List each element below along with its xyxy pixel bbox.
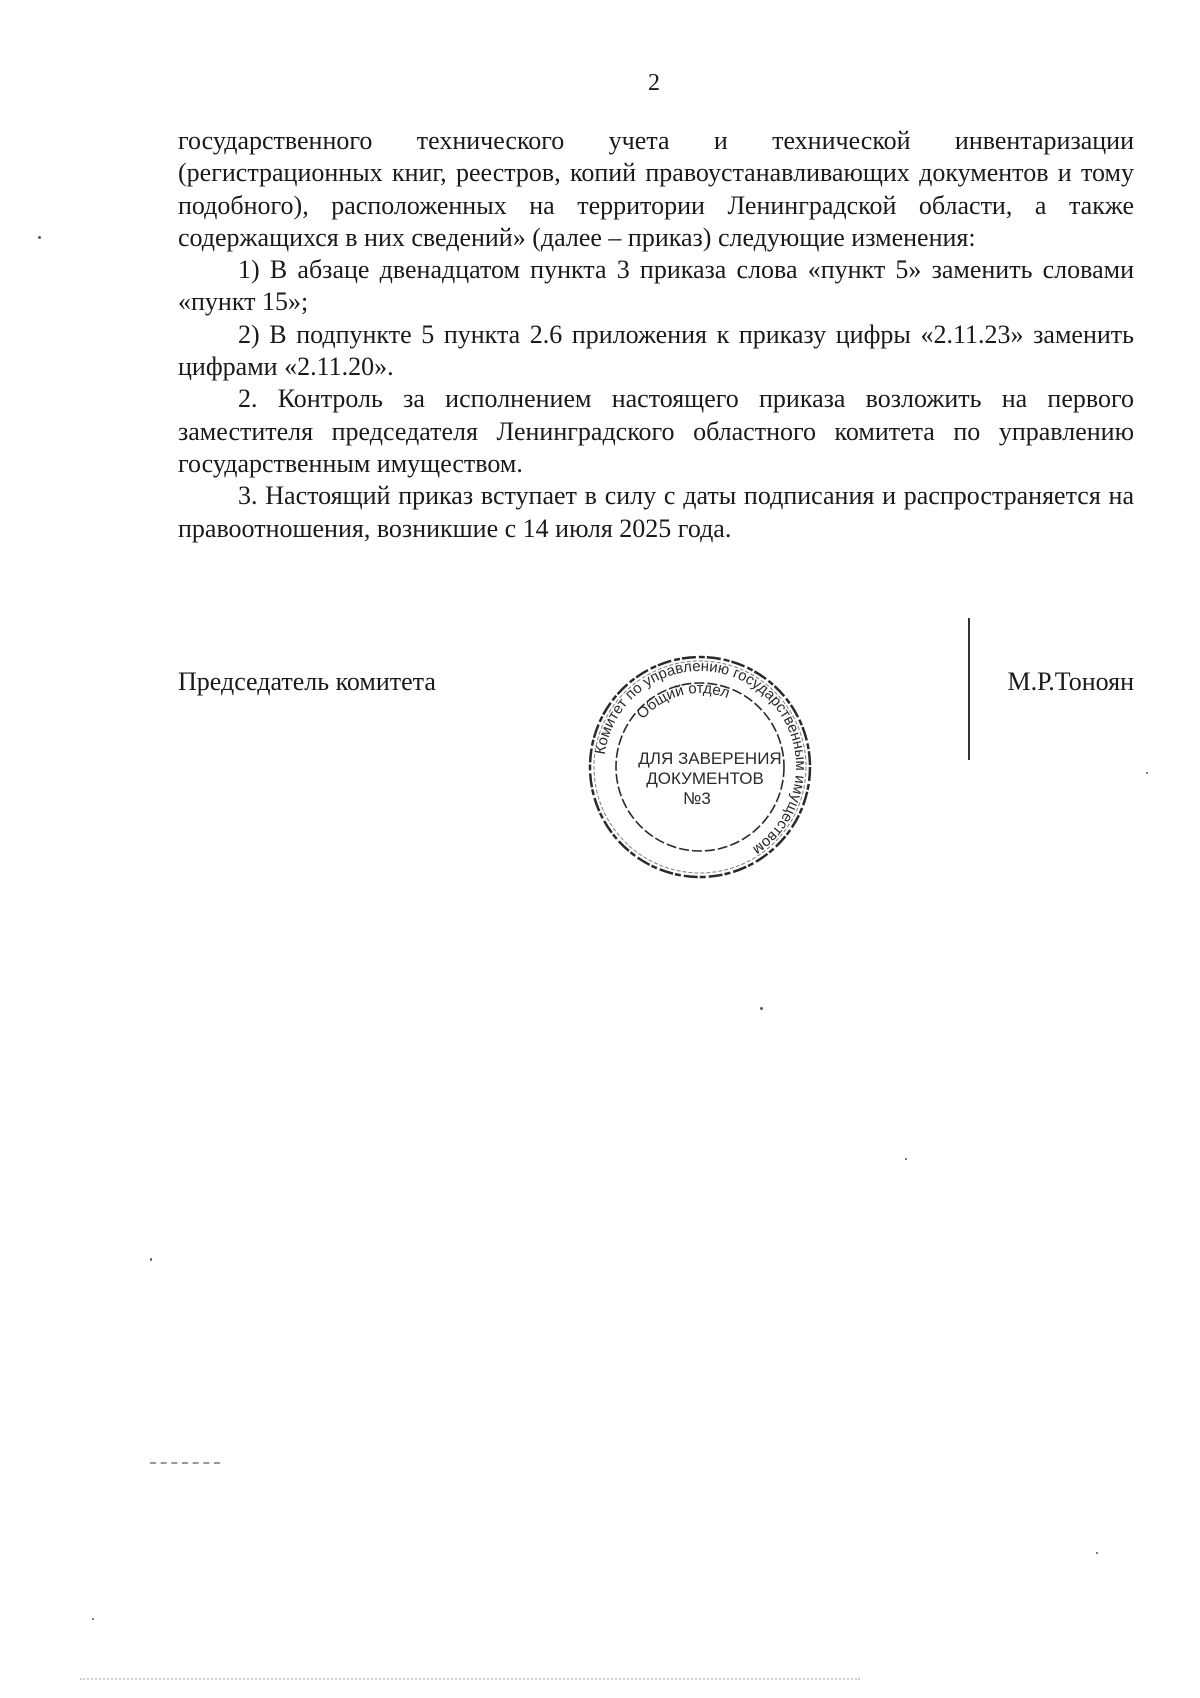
stamp-inner-ring-text: Общий отдел — [633, 679, 732, 723]
signatory-title: Председатель комитета — [178, 667, 436, 696]
scan-speck — [905, 1158, 907, 1160]
scan-speck — [1096, 1552, 1098, 1554]
scan-speck — [760, 1007, 763, 1010]
scan-speck — [150, 1258, 152, 1261]
stamp-outer-ring-text: Комитет по управлению государственным имуществом — [591, 657, 810, 859]
page-number: 2 — [648, 70, 660, 96]
signatory-name: М.Р.Тоноян — [1007, 667, 1134, 696]
scan-speck — [1146, 772, 1148, 774]
stamp-line-1: ДЛЯ ЗАВЕРЕНИЯ — [638, 749, 782, 768]
official-stamp — [585, 652, 815, 882]
paragraph-effective-date: 3. Настоящий приказ вступает в силу с даты подписания и распространяется на правоотношения, возникшие с 14 июля 2025 года. — [178, 481, 1134, 543]
handwritten-signature-mark — [968, 618, 970, 760]
paragraph-continuation: государственного технического учета и технической инвентаризации (регистрационных книг, реестров, копий правоустанавливающих документов и тому подобного), расположенных на территории Ленинградской области, а также содержащихся в них сведений» (далее – приказ) следующие изменения: — [178, 126, 1134, 252]
scan-dash-artifact — [150, 1462, 220, 1464]
paragraph-amendment-2: 2) В подпункте 5 пункта 2.6 приложения к приказу цифры «2.11.23» заменить цифрами «2.11.20». — [178, 319, 1134, 382]
document-body — [178, 125, 1134, 545]
scan-bottom-artifact — [80, 1678, 860, 1680]
stamp-line-3: №3 — [683, 789, 711, 808]
stamp-line-2: ДОКУМЕНТОВ — [646, 769, 764, 788]
paragraph-control: 2. Контроль за исполнением настоящего приказа возложить на первого заместителя председателя Ленинградского областного комитета по управлению государственным имуществом. — [178, 384, 1134, 478]
scan-speck — [38, 236, 41, 239]
scan-speck — [92, 1618, 94, 1620]
stamp-graphic — [585, 652, 815, 882]
paragraph-amendment-1: 1) В абзаце двенадцатом пункта 3 приказа слова «пункт 5» заменить словами «пункт 15»; — [178, 255, 1134, 317]
